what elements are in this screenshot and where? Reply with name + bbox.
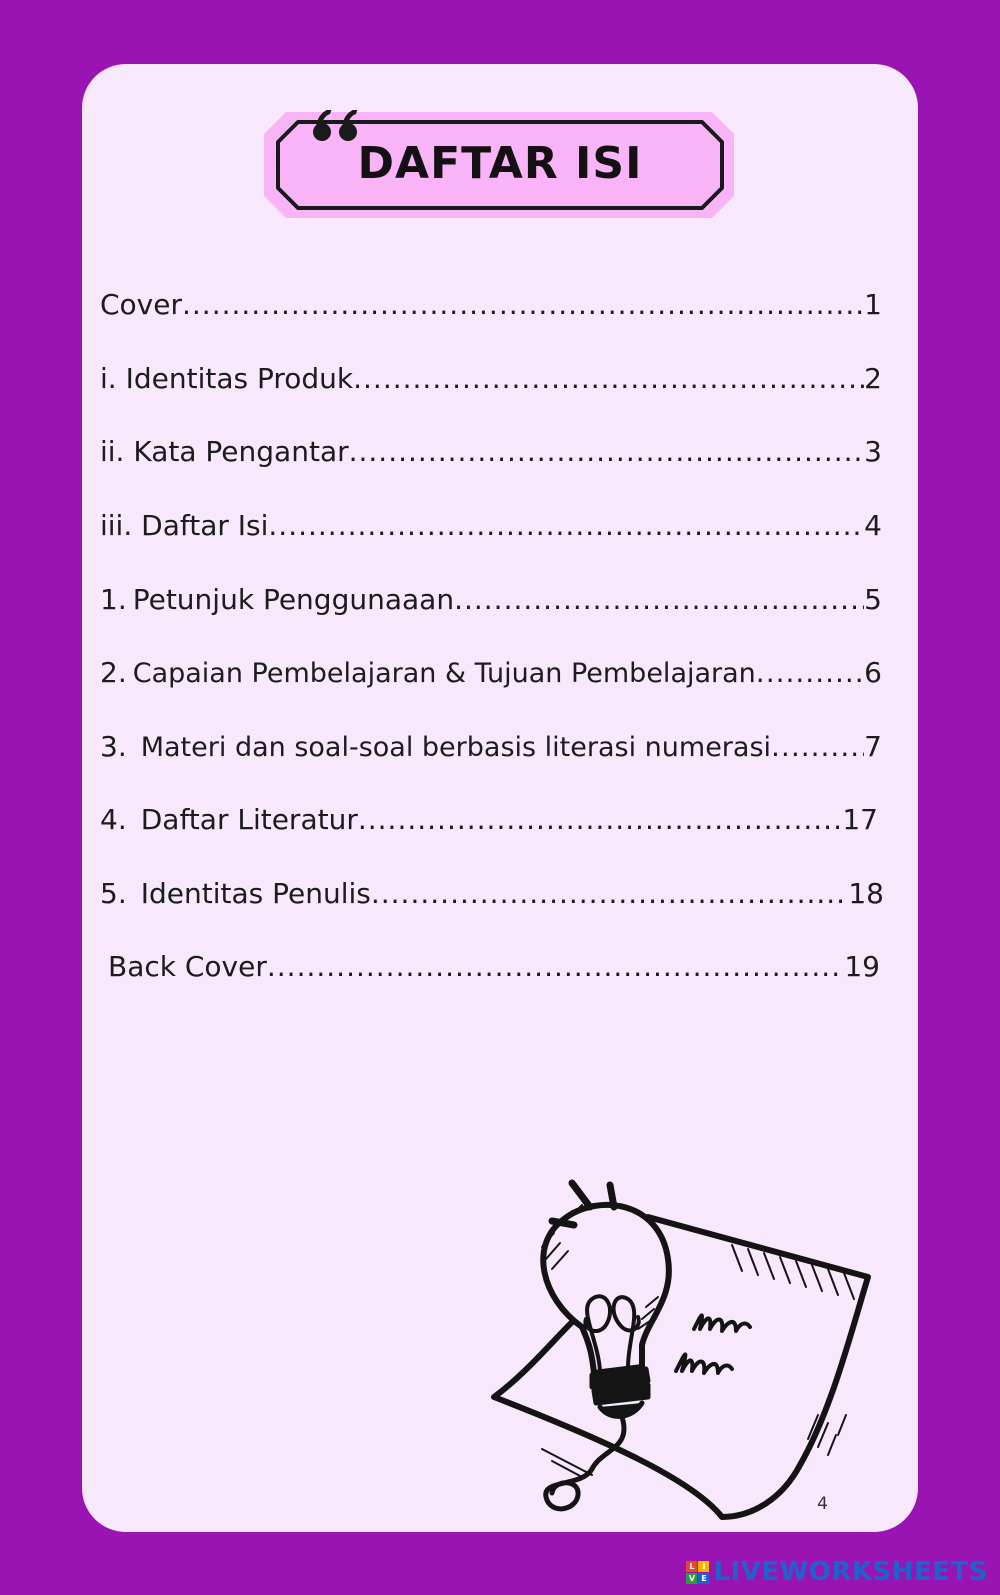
toc-leader-dots (349, 435, 865, 468)
toc-item-page: 2 (864, 362, 882, 395)
toc-leader-dots (771, 730, 864, 763)
toc-item-label: Materi dan soal-soal berbasis literasi numerasi (140, 732, 772, 763)
brand-logo-letter: L (686, 1561, 697, 1572)
toc-item (100, 509, 882, 549)
toc-item-label: iii. Daftar Isi (100, 509, 269, 542)
toc-item-label: Cover (100, 288, 182, 321)
toc-item-number: 1. (100, 583, 127, 616)
toc-item (100, 583, 882, 623)
page-number: 4 (817, 1494, 828, 1514)
toc-leader-dots (454, 583, 864, 616)
page-title: DAFTAR ISI (357, 138, 643, 189)
toc-item (100, 435, 882, 475)
toc-item-page: 7 (864, 730, 882, 763)
toc-item-label: Back Cover (108, 950, 267, 983)
toc-item-page: 18 (848, 877, 884, 910)
toc-item-label: ii. Kata Pengantar (100, 435, 349, 468)
toc-item-page: 3 (864, 435, 882, 468)
brand-logo-letter: V (686, 1573, 697, 1584)
toc-item (100, 803, 878, 843)
toc-leader-dots (353, 362, 864, 395)
toc-item-number: 3. (100, 730, 127, 763)
toc-leader-dots (268, 509, 864, 542)
toc-leader-dots (267, 950, 844, 983)
toc-item (100, 730, 882, 770)
toc-item-label: Identitas Penulis (140, 877, 371, 910)
toc-leader-dots (371, 877, 849, 910)
brand-logo-letter: E (698, 1573, 709, 1584)
toc-item-label: Petunjuk Penggunaaan (132, 583, 455, 616)
title-box (264, 110, 736, 220)
toc-item-page: 5 (864, 583, 882, 616)
toc-item-page: 1 (864, 288, 882, 321)
toc-item-label: i. Identitas Produk (100, 362, 354, 395)
liveworksheets-logo[interactable] (686, 1555, 988, 1589)
toc-item (100, 288, 882, 328)
toc-item (100, 362, 882, 402)
brand-logo-icon (686, 1561, 709, 1584)
toc-leader-dots (756, 656, 864, 689)
content-card (82, 64, 918, 1532)
toc-leader-dots (358, 803, 843, 836)
toc-item-page: 17 (842, 803, 878, 836)
toc-item (100, 877, 884, 917)
toc-item (100, 656, 882, 696)
toc-item (108, 950, 880, 990)
brand-logo-letter: I (698, 1561, 709, 1572)
toc-leader-dots (182, 288, 864, 321)
toc-item-page: 19 (844, 950, 880, 983)
toc-item-number: 5. (100, 877, 127, 910)
toc-item-label: Daftar Literatur (140, 803, 358, 836)
toc-item-page: 4 (864, 509, 882, 542)
toc-item-page: 6 (864, 656, 882, 689)
toc-item-number: 2. (100, 656, 127, 689)
brand-name: LIVEWORKSHEETS (713, 1557, 988, 1587)
lightbulb-paper-icon (482, 1149, 882, 1529)
toc-item-number: 4. (100, 803, 127, 836)
toc-item-label: Capaian Pembelajaran & Tujuan Pembelajaran (132, 658, 756, 689)
